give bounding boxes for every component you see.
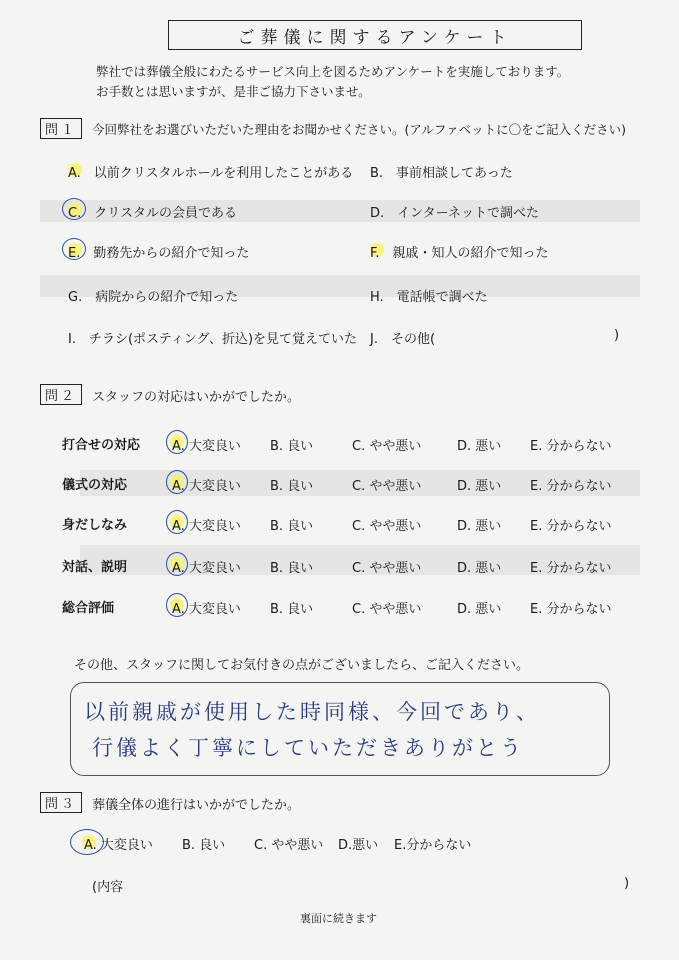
- q1-option-i[interactable]: I. チラシ(ポスティング、折込)を見て覚えていた: [68, 332, 358, 347]
- q2-rating-option[interactable]: A. 大変良い: [172, 519, 241, 534]
- q2-rating-option[interactable]: D. 悪い: [457, 439, 502, 454]
- q1-option-b[interactable]: B. 事前相談してあった: [370, 166, 513, 181]
- q2-rating-option[interactable]: B. 良い: [270, 519, 314, 534]
- q3-option-b[interactable]: B. 良い: [182, 838, 226, 853]
- q2-rating-option[interactable]: D. 悪い: [457, 519, 502, 534]
- q3-option-d[interactable]: D.悪い: [338, 838, 379, 853]
- q2-rating-option[interactable]: D. 悪い: [457, 479, 502, 494]
- q2-row-label: 対話、説明: [62, 560, 128, 575]
- q2-rating-option[interactable]: A. 大変良い: [172, 602, 241, 617]
- q2-rating-option[interactable]: E. 分からない: [530, 479, 612, 494]
- q3-label: 問３: [40, 792, 82, 813]
- q2-rating-option[interactable]: B. 良い: [270, 602, 314, 617]
- q2-comment-prompt: その他、スタッフに関してお気付きの点がございましたら、ご記入ください。: [74, 658, 530, 673]
- q2-label: 問２: [40, 384, 82, 405]
- q3-question: 葬儀全体の進行はいかがでしたか。: [92, 798, 301, 813]
- q2-rating-option[interactable]: E. 分からない: [530, 439, 612, 454]
- q1-option-d[interactable]: D. インターネットで調べた: [370, 206, 539, 221]
- q1-other-close: ): [614, 328, 620, 343]
- q1-option-e[interactable]: E. 勤務先からの紹介で知った: [68, 246, 250, 261]
- q2-rating-option[interactable]: C. やや悪い: [352, 519, 422, 534]
- q2-rating-option[interactable]: C. やや悪い: [352, 602, 422, 617]
- q2-row-label: 身だしなみ: [62, 518, 128, 533]
- q1-option-f[interactable]: F. 親戚・知人の紹介で知った: [370, 246, 549, 261]
- q1-option-c[interactable]: C. クリスタルの会員である: [68, 206, 237, 221]
- q2-rating-option[interactable]: A. 大変良い: [172, 479, 241, 494]
- q2-rating-option[interactable]: A. 大変良い: [172, 439, 241, 454]
- q1-option-a[interactable]: A. 以前クリスタルホールを利用したことがある: [68, 166, 354, 181]
- handwritten-comment-line-2: 行儀よく丁寧にしていただきありがとう: [92, 736, 524, 760]
- q2-rating-option[interactable]: E. 分からない: [530, 519, 612, 534]
- q2-rating-option[interactable]: D. 悪い: [457, 602, 502, 617]
- q2-rating-option[interactable]: B. 良い: [270, 439, 314, 454]
- q2-row-label: 儀式の対応: [62, 478, 128, 493]
- q3-option-c[interactable]: C. やや悪い: [254, 838, 324, 853]
- q3-option-e[interactable]: E.分からない: [394, 838, 472, 853]
- q2-rating-option[interactable]: C. やや悪い: [352, 561, 422, 576]
- handwritten-comment-line-1: 以前親戚が使用した時同様、今回であり、: [84, 700, 540, 724]
- q2-rating-option[interactable]: B. 良い: [270, 479, 314, 494]
- survey-title: ご葬儀に関するアンケート: [168, 20, 582, 50]
- q2-rating-option[interactable]: A. 大変良い: [172, 561, 241, 576]
- q2-question: スタッフの対応はいかがでしたか。: [92, 390, 301, 405]
- q3-content-close: ): [624, 876, 630, 891]
- q1-option-g[interactable]: G. 病院からの紹介で知った: [68, 290, 239, 305]
- q1-question: 今回弊社をお選びいただいた理由をお聞かせください。(アルファベットに〇をご記入ください): [92, 122, 627, 137]
- intro-line-2: お手数とは思いますが、是非ご協力下さいませ。: [96, 84, 371, 99]
- intro-line-1: 弊社では葬儀全般にわたるサービス向上を図るためアンケートを実施しております。: [96, 64, 570, 79]
- q3-option-a[interactable]: A. 大変良い: [84, 838, 153, 853]
- continue-on-back: 裏面に続きます: [300, 912, 377, 925]
- q2-rating-option[interactable]: B. 良い: [270, 561, 314, 576]
- q1-option-j[interactable]: J. その他(: [370, 332, 436, 347]
- q2-rating-option[interactable]: C. やや悪い: [352, 479, 422, 494]
- q2-rating-option[interactable]: D. 悪い: [457, 561, 502, 576]
- q2-row-label: 総合評価: [62, 601, 115, 616]
- q2-rating-option[interactable]: C. やや悪い: [352, 439, 422, 454]
- q1-option-h[interactable]: H. 電話帳で調べた: [370, 290, 488, 305]
- q2-row-label: 打合せの対応: [62, 438, 141, 453]
- q2-rating-option[interactable]: E. 分からない: [530, 561, 612, 576]
- q2-rating-option[interactable]: E. 分からない: [530, 602, 612, 617]
- q1-label: 問１: [40, 118, 82, 139]
- q3-content-label: (内容: [92, 880, 124, 895]
